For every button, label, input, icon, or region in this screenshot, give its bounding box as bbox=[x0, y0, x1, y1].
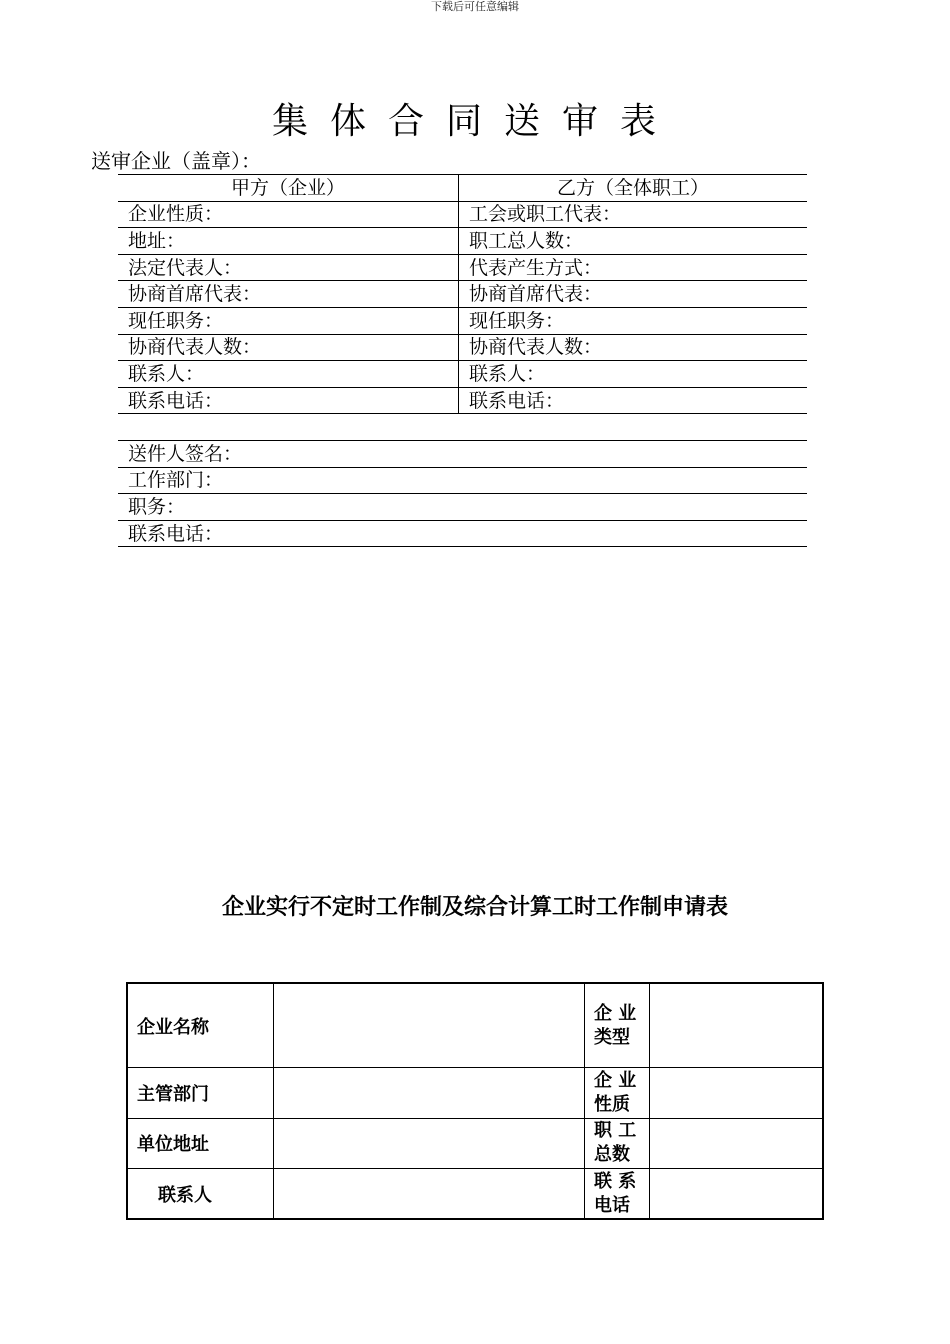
table-row bbox=[118, 334, 807, 361]
contract-review-table bbox=[118, 174, 807, 547]
party-b-field[interactable]: 协商首席代表： bbox=[459, 281, 808, 308]
submitter-row bbox=[118, 467, 807, 494]
party-a-field[interactable]: 法定代表人： bbox=[118, 254, 459, 281]
total-staff-value[interactable] bbox=[650, 1118, 824, 1168]
table-row bbox=[127, 1118, 823, 1168]
party-b-field[interactable]: 职工总人数： bbox=[459, 228, 808, 255]
contact-person-label: 联系人 bbox=[127, 1169, 274, 1219]
company-name-value[interactable] bbox=[274, 983, 585, 1068]
supervising-dept-label: 主管部门 bbox=[127, 1068, 274, 1118]
submitter-field[interactable]: 送件人签名： bbox=[118, 440, 807, 467]
party-a-field[interactable]: 现任职务： bbox=[118, 307, 459, 334]
table-row bbox=[127, 983, 823, 1068]
table-row bbox=[118, 387, 807, 414]
table-row bbox=[118, 201, 807, 228]
submitter-row bbox=[118, 494, 807, 521]
work-hours-application-table bbox=[126, 982, 824, 1220]
party-a-field[interactable]: 协商首席代表： bbox=[118, 281, 459, 308]
label-line: 企 业 bbox=[594, 1002, 637, 1024]
spacer-row bbox=[118, 414, 807, 441]
header-note: 下载后可任意编辑 bbox=[431, 0, 519, 13]
party-b-field[interactable]: 现任职务： bbox=[459, 307, 808, 334]
party-a-field[interactable]: 协商代表人数： bbox=[118, 334, 459, 361]
label-line: 联 系 bbox=[594, 1170, 637, 1192]
table-row bbox=[127, 1068, 823, 1118]
company-name-label: 企业名称 bbox=[127, 983, 274, 1068]
submitter-field[interactable]: 联系电话： bbox=[118, 520, 807, 547]
contact-phone-label bbox=[585, 1169, 650, 1219]
party-a-header: 甲方（企业） bbox=[118, 175, 459, 202]
party-b-header: 乙方（全体职工） bbox=[459, 175, 808, 202]
party-a-field[interactable]: 企业性质： bbox=[118, 201, 459, 228]
table-row bbox=[127, 1169, 823, 1219]
label-line: 企 业 bbox=[594, 1069, 637, 1091]
party-b-field[interactable]: 协商代表人数： bbox=[459, 334, 808, 361]
table-row bbox=[118, 361, 807, 388]
party-a-field[interactable]: 联系人： bbox=[118, 361, 459, 388]
label-line: 类型 bbox=[594, 1026, 630, 1048]
table-row bbox=[118, 281, 807, 308]
form1-title: 集体合同送审表 bbox=[271, 101, 678, 142]
table-row bbox=[118, 228, 807, 255]
party-a-field[interactable]: 地址： bbox=[118, 228, 459, 255]
party-a-field[interactable]: 联系电话： bbox=[118, 387, 459, 414]
party-b-field[interactable]: 联系人： bbox=[459, 361, 808, 388]
table-row bbox=[118, 254, 807, 281]
submitter-field[interactable]: 工作部门： bbox=[118, 467, 807, 494]
label-line: 总数 bbox=[594, 1144, 630, 1166]
company-nature-value[interactable] bbox=[650, 1068, 824, 1118]
label-line: 电话 bbox=[594, 1194, 630, 1216]
company-type-label bbox=[585, 983, 650, 1068]
label-line: 职 工 bbox=[594, 1120, 637, 1142]
submitter-row bbox=[118, 440, 807, 467]
sender-company-label: 送审企业（盖章）： bbox=[91, 149, 261, 173]
contact-person-value[interactable] bbox=[274, 1169, 585, 1219]
company-nature-label bbox=[585, 1068, 650, 1118]
label-line: 性质 bbox=[594, 1093, 630, 1115]
unit-address-value[interactable] bbox=[274, 1118, 585, 1168]
submitter-row bbox=[118, 520, 807, 547]
contact-phone-value[interactable] bbox=[650, 1169, 824, 1219]
submitter-field[interactable]: 职务： bbox=[118, 494, 807, 521]
form2-title: 企业实行不定时工作制及综合计算工时工作制申请表 bbox=[221, 895, 728, 920]
party-b-field[interactable]: 联系电话： bbox=[459, 387, 808, 414]
party-b-field[interactable]: 工会或职工代表： bbox=[459, 201, 808, 228]
table-row bbox=[118, 307, 807, 334]
party-b-field[interactable]: 代表产生方式： bbox=[459, 254, 808, 281]
supervising-dept-value[interactable] bbox=[274, 1068, 585, 1118]
total-staff-label bbox=[585, 1118, 650, 1168]
unit-address-label: 单位地址 bbox=[127, 1118, 274, 1168]
spacer-cell bbox=[118, 414, 807, 441]
company-type-value[interactable] bbox=[650, 983, 824, 1068]
table-header-row bbox=[118, 175, 807, 202]
